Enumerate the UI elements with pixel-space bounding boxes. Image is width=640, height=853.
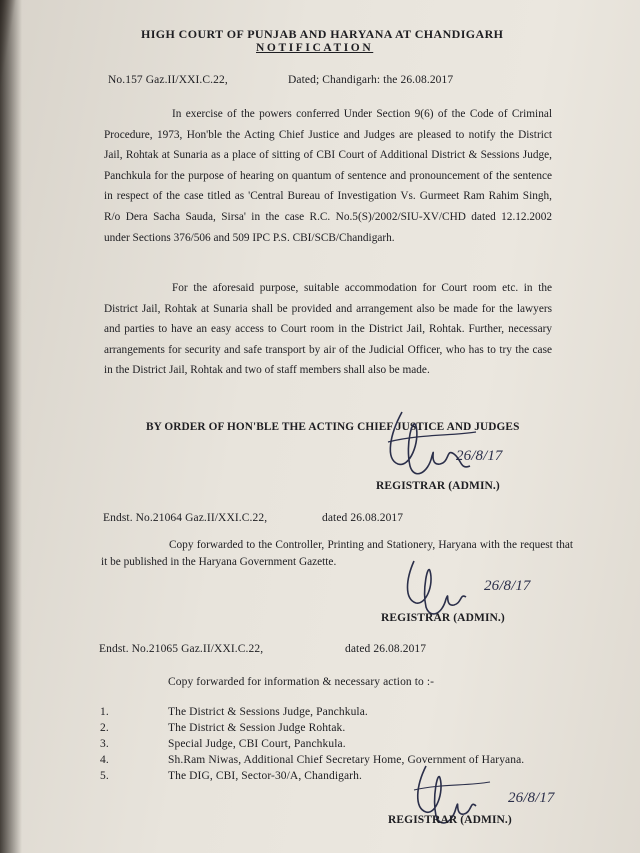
recipient-number: 4. [100, 754, 109, 766]
registrar-label-two: REGISTRAR (ADMIN.) [381, 612, 505, 624]
notification-title: NOTIFICATION [256, 42, 374, 54]
order-line: BY ORDER OF HON'BLE THE ACTING CHIEF JUSTICE AND JUDGES [146, 421, 520, 433]
court-heading: HIGH COURT OF PUNJAB AND HARYANA AT CHANDIGARH [141, 27, 504, 41]
recipient-text: The DIG, CBI, Sector-30/A, Chandigarh. [168, 770, 362, 782]
registrar-label-one: REGISTRAR (ADMIN.) [376, 480, 500, 492]
endst-two-number: Endst. No.21065 Gaz.II/XXI.C.22, [99, 643, 264, 655]
recipient-number: 3. [100, 738, 109, 750]
recipient-number: 2. [100, 722, 109, 734]
signature-two-date: 26/8/17 [484, 578, 531, 594]
endst-one-text: Copy forwarded to the Controller, Printing and Stationery, Haryana with the request that it be published in the Haryana Government Gazette. [101, 539, 573, 568]
recipient-number: 1. [100, 706, 109, 718]
recipient-text: Special Judge, CBI Court, Panchkula. [168, 738, 346, 750]
endst-two-date: dated 26.08.2017 [345, 643, 427, 655]
paragraph-one: In exercise of the powers conferred Under Section 9(6) of the Code of Criminal Procedure, 1973, Hon'ble the Acting Chief Justice and Judges are pleased to notify the District Jail, Rohtak at Sunaria as a place of sitting of CBI Court of Additional District & Sessions Judge, Panchkula for the purpose of hearing on quantum of sentence and pronouncement of the sentence in respect of the case titled as 'Central Bureau of Investigation Vs. Gurmeet Ram Rahim Singh, R/o Dera Sacha Sauda, Sirsa' in the case R.C. No.5(S)/2002/SIU-XV/CHD dated 12.12.2002 under Sections 376/506 and 509 IPC P.S. CBI/SCB/Chandigarh. [104, 108, 552, 244]
recipient-text: The District & Session Judge Rohtak. [168, 722, 346, 734]
endst-one-number: Endst. No.21064 Gaz.II/XXI.C.22, [103, 512, 268, 524]
endst-one-date: dated 26.08.2017 [322, 512, 404, 524]
notification-date: Dated; Chandigarh: the 26.08.2017 [288, 74, 454, 86]
signature-one [380, 404, 550, 484]
endst-two-text: Copy forwarded for information & necessary action to :- [168, 676, 435, 688]
signature-one-date: 26/8/17 [456, 448, 503, 464]
notification-number: No.157 Gaz.II/XXI.C.22, [108, 74, 228, 86]
recipient-text: The District & Sessions Judge, Panchkula. [168, 706, 368, 718]
recipient-number: 5. [100, 770, 109, 782]
page-edge-shadow [0, 0, 22, 853]
registrar-label-three: REGISTRAR (ADMIN.) [388, 814, 512, 826]
recipient-text: Sh.Ram Niwas, Additional Chief Secretary Home, Government of Haryana. [168, 754, 525, 766]
paragraph-two: For the aforesaid purpose, suitable accommodation for Court room etc. in the District Jail, Rohtak at Sunaria shall be provided and arrangement also be made for the lawyers and parties to have an easy access to Court room in the District Jail, Rohtak. Further, necessary arrangements for security and safe transport by air of the Judicial Officer, who has to try the case in the District Jail, Rohtak and two of staff members shall also be made. [104, 282, 552, 377]
signature-three-date: 26/8/17 [508, 790, 555, 806]
